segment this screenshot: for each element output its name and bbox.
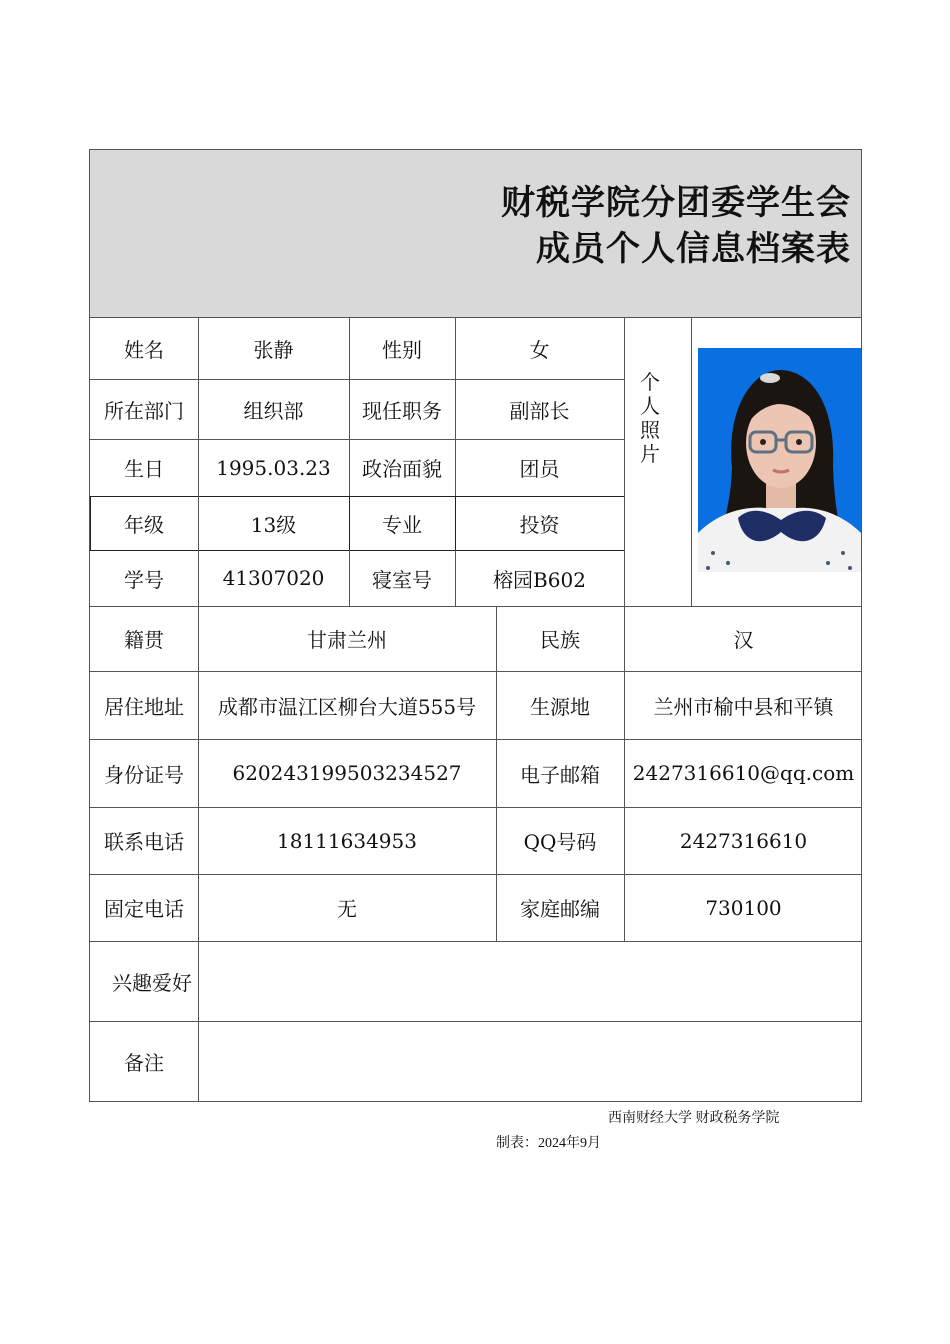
personal-photo bbox=[698, 348, 861, 572]
birthday-value: 1995.03.23 bbox=[216, 455, 331, 480]
form-header bbox=[90, 150, 861, 318]
form-title-line1: 财税学院分团委学生会 bbox=[501, 183, 851, 223]
major-value: 投资 bbox=[519, 512, 560, 537]
gender-value: 女 bbox=[529, 338, 550, 362]
form-title-line2: 成员个人信息档案表 bbox=[536, 229, 851, 269]
origin-label: 生源地 bbox=[530, 694, 590, 719]
qq-value: 2427316610 bbox=[679, 828, 808, 853]
landline-value: 无 bbox=[337, 897, 357, 921]
dept-value: 组织部 bbox=[243, 398, 304, 423]
landline-label: 固定电话 bbox=[104, 897, 184, 921]
native-value: 甘肃兰州 bbox=[307, 628, 387, 652]
dorm-label: 寝室号 bbox=[372, 567, 432, 592]
info-form-sheet bbox=[89, 149, 862, 1102]
ethnic-value: 汉 bbox=[733, 628, 754, 652]
footer-date: 制表：2024年9月 bbox=[496, 1136, 601, 1151]
qq-label: QQ号码 bbox=[523, 830, 597, 854]
ethnic-label: 民族 bbox=[540, 628, 580, 652]
gender-label: 性别 bbox=[382, 338, 422, 362]
address-value: 成都市温江区柳台大道555号 bbox=[217, 694, 477, 719]
position-label: 现任职务 bbox=[362, 398, 442, 423]
idcard-label: 身份证号 bbox=[104, 762, 184, 787]
email-label: 电子邮箱 bbox=[520, 762, 600, 787]
native-label: 籍贯 bbox=[124, 628, 164, 652]
position-value: 副部长 bbox=[509, 398, 570, 423]
student-id-value: 41307020 bbox=[222, 566, 325, 590]
origin-value: 兰州市榆中县和平镇 bbox=[653, 694, 834, 719]
hobby-label: 兴趣爱好 bbox=[112, 970, 192, 995]
name-label: 姓名 bbox=[124, 338, 164, 362]
hobby-value bbox=[198, 941, 863, 1021]
form-title bbox=[501, 180, 851, 272]
name-value: 张静 bbox=[253, 338, 294, 362]
phone-value: 18111634953 bbox=[277, 828, 417, 853]
footer-org: 西南财经大学 财政税务学院 bbox=[608, 1111, 780, 1126]
student-id-label: 学号 bbox=[124, 567, 164, 592]
political-label: 政治面貌 bbox=[362, 457, 442, 481]
grade-label: 年级 bbox=[124, 512, 164, 537]
email-value: 2427316610@qq.com bbox=[632, 761, 855, 785]
dorm-value: 榕园B602 bbox=[493, 567, 586, 592]
postcode-value: 730100 bbox=[705, 895, 782, 920]
dept-label: 所在部门 bbox=[104, 398, 184, 423]
political-value: 团员 bbox=[519, 457, 560, 481]
idcard-value: 620243199503234527 bbox=[232, 761, 462, 785]
grade-value: 13级 bbox=[250, 512, 297, 537]
postcode-label: 家庭邮编 bbox=[520, 897, 600, 921]
remark-value bbox=[198, 1021, 863, 1101]
remark-label: 备注 bbox=[124, 1050, 164, 1075]
birthday-label: 生日 bbox=[124, 457, 164, 481]
address-label: 居住地址 bbox=[104, 694, 184, 719]
major-label: 专业 bbox=[382, 512, 422, 537]
photo-label: 个 人 照 片 bbox=[640, 370, 660, 466]
phone-label: 联系电话 bbox=[104, 830, 184, 854]
